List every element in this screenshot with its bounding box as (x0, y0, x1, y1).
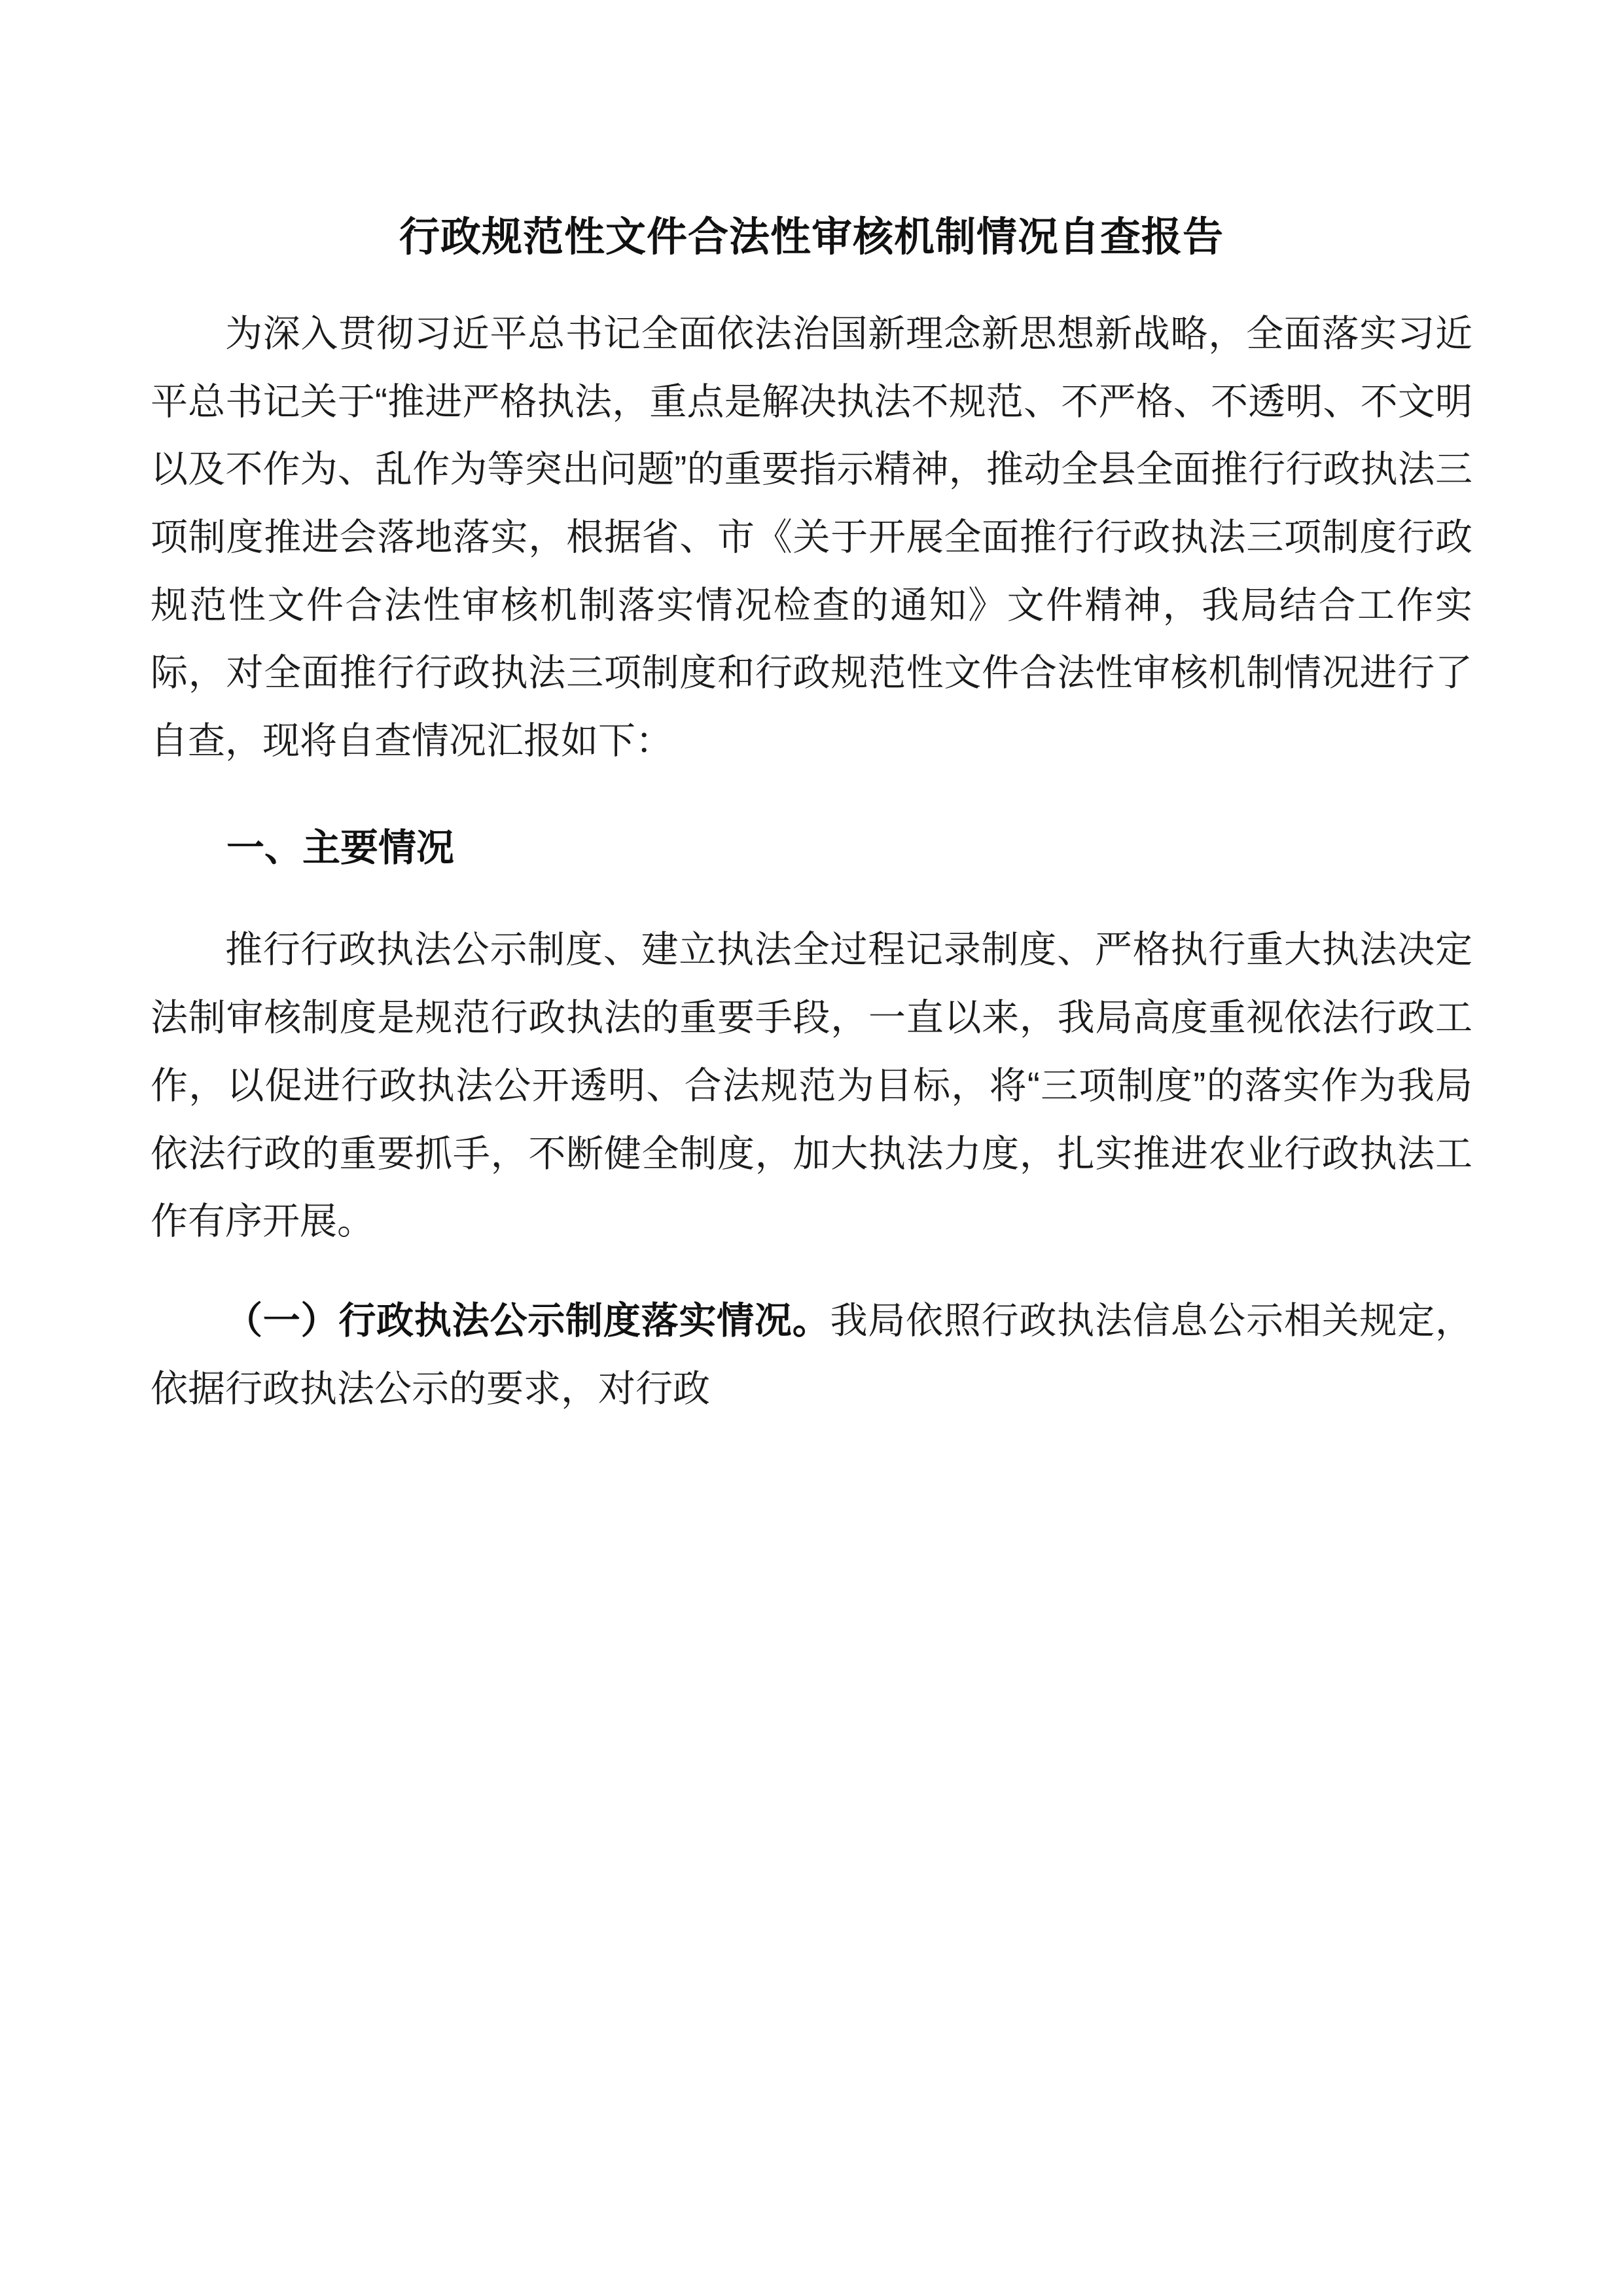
item-one-lead: （一）行政执法公示制度落实情况。 (225, 1300, 830, 1342)
main-situation-paragraph: 推行行政执法公示制度、建立执法全过程记录制度、严格执行重大执法决定法制审核制度是规范行政执法的重要手段，一直以来，我局高度重视依法行政工作，以促进行政执法公开透明、合法规范为目标，将“三项制度”的落实作为我局依法行政的重要抓手，不断健全制度，加大执法力度，扎实推进农业行政执法工作有序开展。 (151, 929, 1472, 1243)
page-title: 行政规范性文件合法性审核机制情况自查报告 (399, 215, 1224, 260)
section-heading-one: 一、主要情况 (226, 826, 455, 869)
intro-paragraph: 为深入贯彻习近平总书记全面依法治国新理念新思想新战略，全面落实习近平总书记关于“推进严格执法，重点是解决执法不规范、不严格、不透明、不文明以及不作为、乱作为等突出问题”的重要指示精神，推动全县全面推行行政执法三项制度推进会落地落实，根据省、市《关于开展全面推行行政执法三项制度行政规范性文件合法性审核机制落实情况检查的通知》文件精神，我局结合工作实际，对全面推行行政执法三项制度和行政规范性文件合法性审核机制情况进行了自查，现将自查情况汇报如下： (151, 312, 1472, 762)
item-one-text: 我局依照行政执法信息公示相关规定，依据行政执法公示的要求，对行政 (151, 1300, 1472, 1410)
item-one-paragraph (151, 1287, 1472, 1423)
